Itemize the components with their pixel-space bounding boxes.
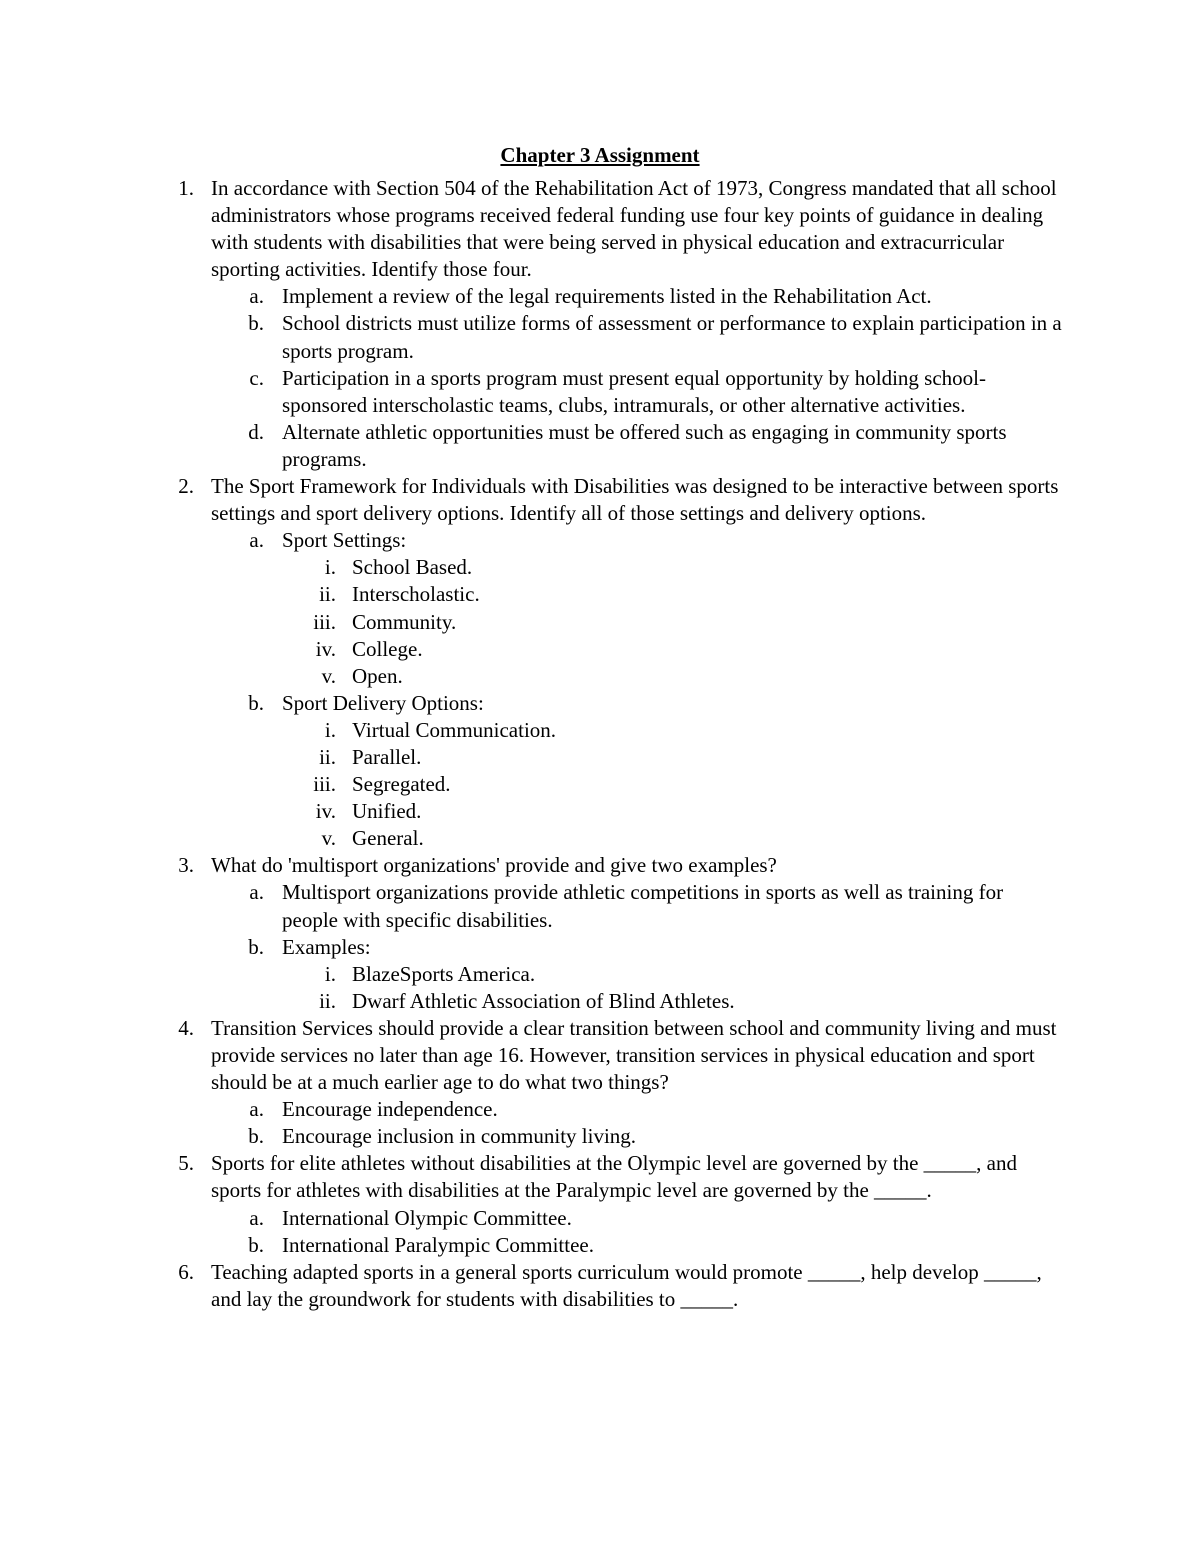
sub-answer-item [0, 825, 1062, 852]
question-item-text: What do 'multisport organizations' provide and give two examples? [211, 853, 777, 878]
sub-answer-item-text: Interscholastic. [352, 582, 480, 607]
answer-item [0, 1205, 1062, 1232]
question-item-marker: 6. [178, 1259, 194, 1284]
sub-answer-item [0, 636, 1062, 663]
sub-answer-item [0, 663, 1062, 690]
answer-item [0, 1096, 1062, 1123]
answer-item-text: International Olympic Committee. [282, 1205, 572, 1230]
question-item-text: Teaching adapted sports in a general sports curriculum would promote _____, help develop _____, and lay the groundwork for students with disabilities to _____. [211, 1259, 1042, 1311]
question-item-marker: 1. [178, 176, 194, 200]
sub-answer-item-marker: i. [324, 555, 336, 580]
sub-answer-item [0, 988, 1062, 1015]
answer-item-marker: d. [248, 419, 264, 444]
answer-item [0, 1232, 1062, 1259]
question-item [0, 473, 1061, 527]
answer-item-text: Alternate athletic opportunities must be offered such as engaging in community sports programs. [282, 419, 1007, 471]
sub-answer-item [0, 771, 1062, 798]
sub-answer-item-text: BlazeSports America. [352, 961, 536, 986]
answer-item-marker: c. [249, 365, 264, 390]
answer-item [0, 1123, 1062, 1150]
question-item [0, 175, 1061, 283]
answer-item-marker: a. [249, 528, 264, 553]
answer-item-marker: b. [248, 311, 264, 336]
question-item-marker: 5. [178, 1151, 194, 1176]
question-item-marker: 2. [178, 474, 194, 499]
answer-item-marker: a. [249, 1205, 264, 1230]
answer-item-marker: b. [248, 1124, 264, 1149]
answer-item-text: International Paralympic Committee. [282, 1232, 594, 1257]
sub-answer-item-marker: ii. [319, 582, 336, 607]
sub-answer-item-marker: iv. [315, 636, 336, 661]
answer-item-marker: a. [249, 1097, 264, 1122]
sub-answer-item [0, 609, 1062, 636]
sub-answer-item [0, 717, 1062, 744]
sub-answer-item-text: General. [352, 826, 424, 851]
sub-answer-item-text: School Based. [352, 555, 473, 580]
sub-answer-item-marker: iii. [313, 772, 336, 797]
answer-item-text: Participation in a sports program must present equal opportunity by holding school-sponsored interscholastic teams, clubs, intramurals, or other alternative activities. [282, 365, 986, 417]
question-item-text: In accordance with Section 504 of the Rehabilitation Act of 1973, Congress mandated that all school administrators whose programs received federal funding use four key points of guidance in dealing with students with disabilities that were being served in physical education and extracurricular sporting activities. Identify those four. [211, 176, 1057, 282]
question-item [0, 852, 1061, 879]
sub-answer-item [0, 961, 1062, 988]
sub-answer-item-text: Parallel. [352, 744, 422, 769]
document-title: Chapter 3 Assignment [500, 143, 700, 167]
answer-item-text: Multisport organizations provide athletic competitions in sports as well as training for people with specific disabilities. [282, 880, 1004, 932]
answer-item [0, 419, 1062, 473]
sub-answer-item [0, 744, 1062, 771]
answer-item-text: Encourage inclusion in community living. [282, 1124, 637, 1149]
sub-answer-item [0, 581, 1062, 608]
sub-answer-item [0, 798, 1062, 825]
question-list [0, 175, 1200, 1313]
sub-answer-item [0, 554, 1062, 581]
question-item [0, 1150, 1061, 1204]
sub-answer-item-text: Unified. [352, 799, 422, 824]
sub-answer-item-marker: v. [321, 826, 336, 851]
answer-item-marker: b. [248, 1232, 264, 1257]
sub-answer-item-text: Segregated. [352, 772, 451, 797]
question-item-text: Transition Services should provide a clear transition between school and community living and must provide services no later than age 16. However, transition services in physical education and sport should be at a much earlier age to do what two things? [211, 1015, 1057, 1095]
question-item [0, 1259, 1061, 1313]
answer-item-text: Sport Settings: [282, 528, 407, 553]
answer-item-marker: a. [249, 880, 264, 905]
answer-item [0, 310, 1062, 364]
question-item-text: The Sport Framework for Individuals with Disabilities was designed to be interactive between sports settings and sport delivery options. Identify all of those settings and delivery options. [211, 474, 1059, 526]
answer-item-text: Implement a review of the legal requirements listed in the Rehabilitation Act. [282, 284, 932, 309]
question-item-marker: 3. [178, 853, 194, 878]
sub-answer-item-marker: iv. [315, 799, 336, 824]
answer-item-text: Encourage independence. [282, 1097, 498, 1122]
answer-item-marker: b. [248, 690, 264, 715]
question-item [0, 1015, 1061, 1096]
question-item-text: Sports for elite athletes without disabilities at the Olympic level are governed by the _____, and sports for athletes with disabilities at the Paralympic level are governed by the _____. [211, 1151, 1017, 1203]
answer-item-marker: b. [248, 934, 264, 959]
answer-item [0, 365, 1062, 419]
answer-item-text: Examples: [282, 934, 371, 959]
sub-answer-item-marker: iii. [313, 609, 336, 634]
answer-item [0, 283, 1062, 310]
sub-answer-item-marker: ii. [319, 744, 336, 769]
answer-item-marker: a. [249, 284, 264, 309]
sub-answer-item-text: Dwarf Athletic Association of Blind Athletes. [352, 988, 735, 1013]
answer-item [0, 690, 1062, 717]
sub-answer-item-marker: ii. [319, 988, 336, 1013]
sub-answer-item-marker: i. [324, 961, 336, 986]
answer-item-text: Sport Delivery Options: [282, 690, 484, 715]
sub-answer-item-marker: i. [324, 717, 336, 742]
sub-answer-item-text: Community. [352, 609, 457, 634]
question-item-marker: 4. [178, 1015, 194, 1040]
answer-item-text: School districts must utilize forms of assessment or performance to explain participation in a sports program. [282, 311, 1062, 363]
sub-answer-item-text: Open. [352, 663, 403, 688]
sub-answer-item-text: College. [352, 636, 423, 661]
sub-answer-item-text: Virtual Communication. [352, 717, 557, 742]
answer-item [0, 879, 1062, 933]
sub-answer-item-marker: v. [321, 663, 336, 688]
answer-item [0, 934, 1062, 961]
answer-item [0, 527, 1062, 554]
